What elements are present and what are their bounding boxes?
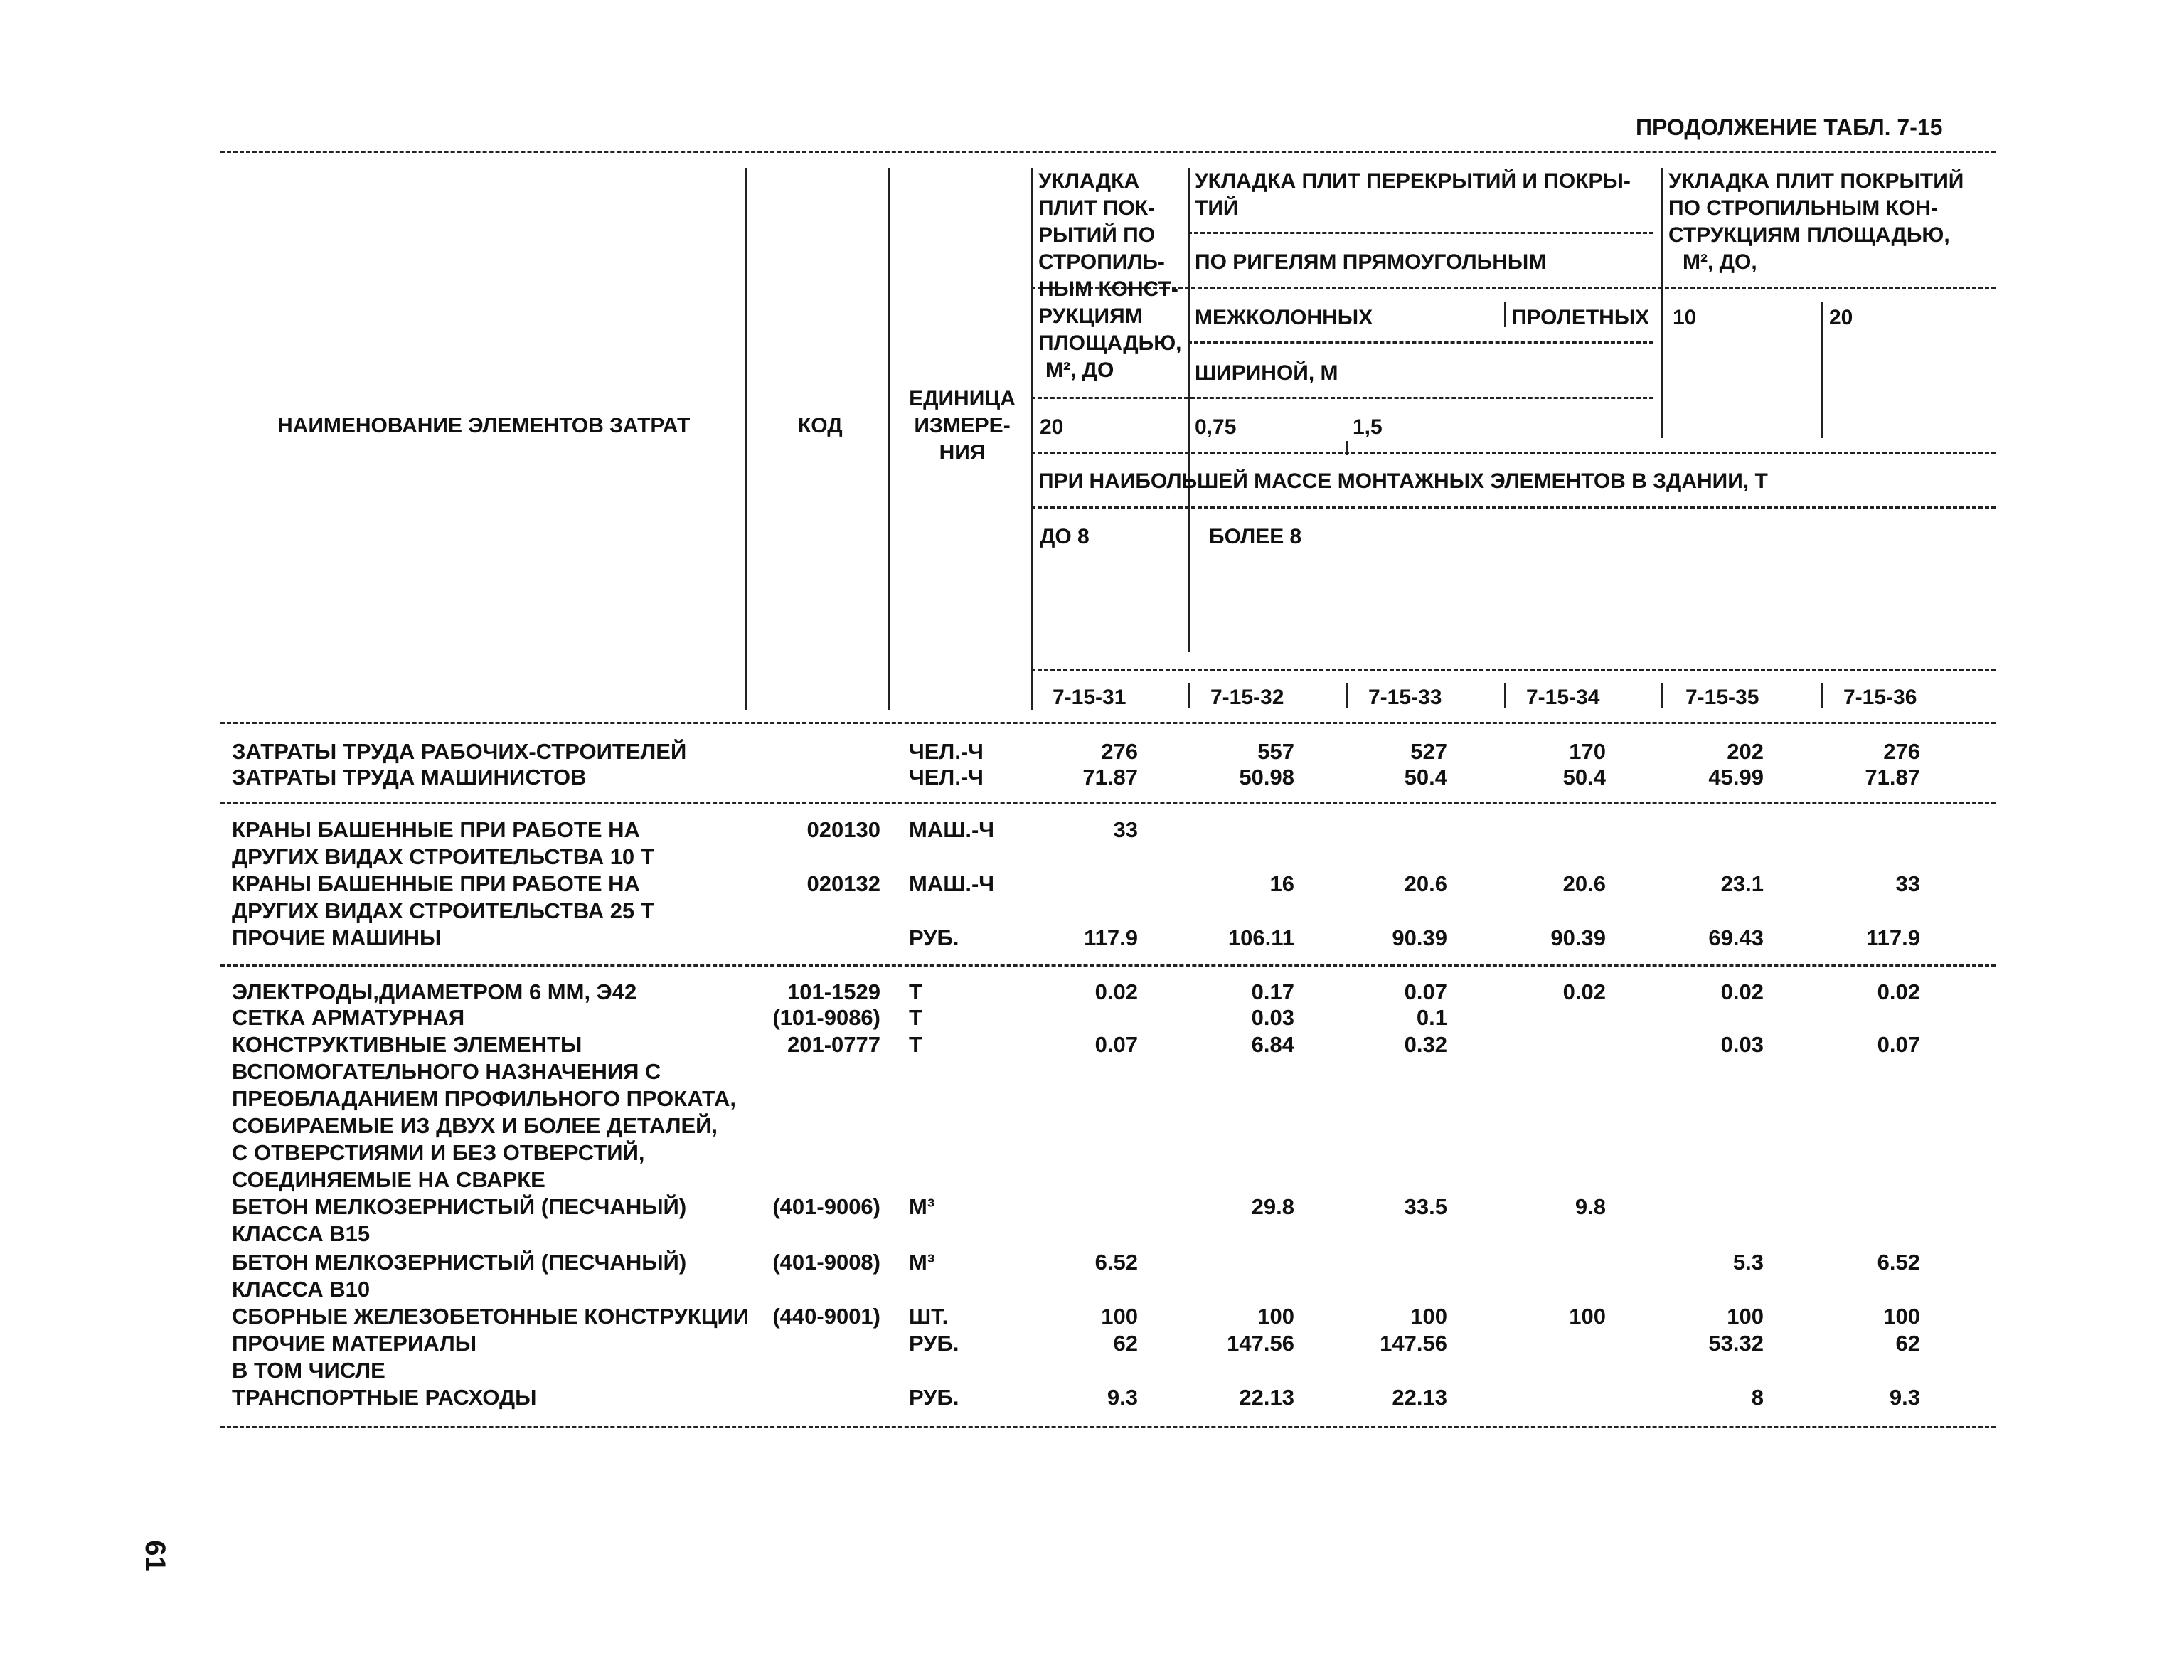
mass-caption: ПРИ НАИБОЛЬШЕЙ МАССЕ МОНТАЖНЫХ ЭЛЕМЕНТОВ В ЗДАНИИ, Т <box>1038 469 1768 493</box>
g2-sub: ПО РИГЕЛЯМ ПРЯМОУГОЛЬНЫМ <box>1195 250 1547 274</box>
row-code: 201-0777 <box>787 1032 880 1057</box>
vline-code <box>888 168 890 710</box>
row-value: 33 <box>1895 871 1920 896</box>
row-value: 0.07 <box>1877 1032 1920 1057</box>
rule-section-1 <box>220 802 1996 804</box>
row-name: ПРЕОБЛАДАНИЕМ ПРОФИЛЬНОГО ПРОКАТА, <box>232 1086 737 1111</box>
row-value: 557 <box>1257 739 1294 764</box>
g1-line-4: СТРОПИЛЬ- <box>1038 250 1165 274</box>
g2-val-075: 0,75 <box>1195 415 1237 439</box>
row-value: 62 <box>1113 1331 1138 1356</box>
vline-c1 <box>1188 168 1190 652</box>
g2-mezh: МЕЖКОЛОННЫХ <box>1195 306 1373 329</box>
row-value: 29.8 <box>1251 1194 1294 1219</box>
row-name: ДРУГИХ ВИДАХ СТРОИТЕЛЬСТВА 25 Т <box>232 898 654 923</box>
g2-val-15: 1,5 <box>1353 415 1383 439</box>
vline-c4-b <box>1661 683 1663 708</box>
row-code: (401-9006) <box>772 1194 880 1219</box>
rule-h-712 <box>1031 506 1996 509</box>
row-value: 45.99 <box>1708 765 1764 790</box>
vline-unit <box>1031 168 1033 710</box>
row-value: 0.02 <box>1877 979 1920 1004</box>
mass-bolee8: БОЛЕЕ 8 <box>1209 525 1302 548</box>
code-31: 7-15-31 <box>1053 686 1126 709</box>
g1-line-6: РУКЦИЯМ <box>1038 304 1143 328</box>
vline-c4-a <box>1661 168 1663 438</box>
row-value: 22.13 <box>1239 1385 1294 1410</box>
row-value: 0.03 <box>1720 1032 1764 1057</box>
rule-g2-a <box>1188 232 1653 234</box>
row-value: 50.4 <box>1404 765 1447 790</box>
row-name: ДРУГИХ ВИДАХ СТРОИТЕЛЬСТВА 10 Т <box>232 844 654 869</box>
row-value: 23.1 <box>1720 871 1764 896</box>
row-value: 202 <box>1727 739 1764 764</box>
row-value: 6.52 <box>1877 1250 1920 1275</box>
g3-line-3: СТРУКЦИЯМ ПЛОЩАДЬЮ, <box>1668 223 1950 247</box>
vline-name <box>745 168 747 710</box>
rule-g2-b <box>1188 341 1653 344</box>
code-34: 7-15-34 <box>1526 686 1600 709</box>
row-name: КОНСТРУКТИВНЫЕ ЭЛЕМЕНТЫ <box>232 1032 582 1057</box>
code-33: 7-15-33 <box>1368 686 1442 709</box>
g1-line-1: УКЛАДКА <box>1038 169 1140 193</box>
row-value: 53.32 <box>1708 1331 1764 1356</box>
row-value: 117.9 <box>1866 925 1920 950</box>
row-unit: РУБ. <box>909 925 959 950</box>
rule-header-bottom <box>220 722 1996 724</box>
g1-line-8: М², ДО <box>1045 358 1114 382</box>
row-value: 16 <box>1269 871 1294 896</box>
row-name: ЭЛЕКТРОДЫ,ДИАМЕТРОМ 6 ММ, Э42 <box>232 979 637 1004</box>
row-name: ТРАНСПОРТНЫЕ РАСХОДЫ <box>232 1385 537 1410</box>
row-value: 33.5 <box>1404 1194 1447 1219</box>
row-value: 50.4 <box>1562 765 1606 790</box>
row-code: (440-9001) <box>772 1304 880 1329</box>
row-value: 0.32 <box>1404 1032 1447 1057</box>
header-unit-1: ЕДИНИЦА <box>909 387 1016 410</box>
row-name: ВСПОМОГАТЕЛЬНОГО НАЗНАЧЕНИЯ С <box>232 1059 661 1084</box>
row-unit: М³ <box>909 1250 935 1275</box>
row-value: 0.07 <box>1404 979 1447 1004</box>
row-value: 22.13 <box>1392 1385 1447 1410</box>
row-unit: РУБ. <box>909 1385 959 1410</box>
row-value: 0.02 <box>1094 979 1138 1004</box>
rule-h-940 <box>1031 669 1996 671</box>
row-name: В ТОМ ЧИСЛЕ <box>232 1358 385 1383</box>
row-value: 33 <box>1113 817 1138 842</box>
row-name: СБОРНЫЕ ЖЕЛЕЗОБЕТОННЫЕ КОНСТРУКЦИИ <box>232 1304 750 1329</box>
header-unit-2: ИЗМЕРЕ- <box>914 414 1011 437</box>
row-value: 100 <box>1410 1304 1447 1329</box>
g2-prol: ПРОЛЕТНЫХ <box>1511 306 1650 329</box>
vline-c5-b <box>1821 683 1823 708</box>
g3-val-10: 10 <box>1673 306 1697 329</box>
row-value: 6.84 <box>1251 1032 1294 1057</box>
row-unit: Т <box>909 1005 922 1030</box>
row-value: 0.03 <box>1251 1005 1294 1030</box>
g1-line-7: ПЛОЩАДЬЮ, <box>1038 331 1182 355</box>
row-value: 276 <box>1101 739 1138 764</box>
row-value: 8 <box>1751 1385 1764 1410</box>
vline-c1-b <box>1188 683 1190 708</box>
row-unit: МАШ.-Ч <box>909 871 995 896</box>
row-value: 100 <box>1883 1304 1920 1329</box>
row-value: 0.02 <box>1720 979 1764 1004</box>
page-number: 61 <box>139 1540 171 1572</box>
g1-line-2: ПЛИТ ПОК- <box>1038 196 1156 220</box>
continuation-title: ПРОДОЛЖЕНИЕ ТАБЛ. 7-15 <box>1636 115 1943 140</box>
g2-line-2: ТИЙ <box>1195 196 1239 220</box>
vline-c5-a <box>1821 302 1823 438</box>
rule-h-558 <box>1031 397 1653 399</box>
row-value: 106.11 <box>1227 925 1294 950</box>
rule-h-636 <box>1031 452 1996 454</box>
row-value: 20.6 <box>1404 871 1447 896</box>
g1-val-20: 20 <box>1040 415 1064 439</box>
row-value: 147.56 <box>1227 1331 1294 1356</box>
row-code: 020132 <box>806 871 880 896</box>
row-value: 50.98 <box>1239 765 1294 790</box>
row-name: ПРОЧИЕ МАТЕРИАЛЫ <box>232 1331 477 1356</box>
row-name: ЗАТРАТЫ ТРУДА МАШИНИСТОВ <box>232 765 587 790</box>
g2-width: ШИРИНОЙ, М <box>1195 361 1338 385</box>
code-32: 7-15-32 <box>1210 686 1284 709</box>
row-value: 527 <box>1410 739 1447 764</box>
row-value: 0.1 <box>1416 1005 1447 1030</box>
row-unit: М³ <box>909 1194 935 1219</box>
row-value: 62 <box>1895 1331 1920 1356</box>
row-value: 9.8 <box>1575 1194 1606 1219</box>
row-value: 71.87 <box>1865 765 1920 790</box>
row-unit: Т <box>909 979 922 1004</box>
row-name: СОЕДИНЯЕМЫЕ НА СВАРКЕ <box>232 1167 545 1192</box>
vline-c2-b <box>1346 683 1348 708</box>
row-unit: МАШ.-Ч <box>909 817 995 842</box>
rule-bottom <box>220 1426 1996 1428</box>
code-36: 7-15-36 <box>1843 686 1917 709</box>
vline-c3-a <box>1504 302 1506 327</box>
row-unit: Т <box>909 1032 922 1057</box>
vline-c2-a <box>1346 441 1348 455</box>
row-name: БЕТОН МЕЛКОЗЕРНИСТЫЙ (ПЕСЧАНЫЙ) <box>232 1250 687 1275</box>
mass-do8: ДО 8 <box>1040 525 1090 548</box>
code-35: 7-15-35 <box>1685 686 1759 709</box>
row-value: 9.3 <box>1107 1385 1138 1410</box>
row-name: КЛАССА В15 <box>232 1221 371 1246</box>
g3-line-2: ПО СТРОПИЛЬНЫМ КОН- <box>1668 196 1938 220</box>
row-value: 6.52 <box>1094 1250 1138 1275</box>
row-value: 0.17 <box>1251 979 1294 1004</box>
row-value: 100 <box>1727 1304 1764 1329</box>
row-value: 69.43 <box>1708 925 1764 950</box>
row-unit: ШТ. <box>909 1304 949 1329</box>
row-code: (101-9086) <box>772 1005 880 1030</box>
row-value: 170 <box>1569 739 1606 764</box>
g1-line-3: РЫТИЙ ПО <box>1038 223 1156 247</box>
row-name: ЗАТРАТЫ ТРУДА РАБОЧИХ-СТРОИТЕЛЕЙ <box>232 739 687 764</box>
row-name: ПРОЧИЕ МАШИНЫ <box>232 925 442 950</box>
row-unit: РУБ. <box>909 1331 959 1356</box>
row-value: 147.56 <box>1380 1331 1447 1356</box>
row-value: 0.02 <box>1562 979 1606 1004</box>
row-name: СЕТКА АРМАТУРНАЯ <box>232 1005 465 1030</box>
row-code: 101-1529 <box>787 979 880 1004</box>
row-unit: ЧЕЛ.-Ч <box>909 739 984 764</box>
row-name: БЕТОН МЕЛКОЗЕРНИСТЫЙ (ПЕСЧАНЫЙ) <box>232 1194 687 1219</box>
row-value: 5.3 <box>1732 1250 1764 1275</box>
row-value: 20.6 <box>1562 871 1606 896</box>
row-name: КРАНЫ БАШЕННЫЕ ПРИ РАБОТЕ НА <box>232 871 640 896</box>
g3-line-1: УКЛАДКА ПЛИТ ПОКРЫТИЙ <box>1668 169 1964 193</box>
row-value: 117.9 <box>1084 925 1138 950</box>
row-name: С ОТВЕРСТИЯМИ И БЕЗ ОТВЕРСТИЙ, <box>232 1140 645 1165</box>
row-value: 90.39 <box>1550 925 1606 950</box>
row-value: 100 <box>1257 1304 1294 1329</box>
row-code: (401-9008) <box>772 1250 880 1275</box>
header-code: КОД <box>798 414 843 437</box>
row-code: 020130 <box>806 817 880 842</box>
row-value: 90.39 <box>1392 925 1447 950</box>
row-value: 0.07 <box>1094 1032 1138 1057</box>
vline-c3-b <box>1504 683 1506 708</box>
header-unit-3: НИЯ <box>939 441 986 464</box>
row-name: КРАНЫ БАШЕННЫЕ ПРИ РАБОТЕ НА <box>232 817 640 842</box>
row-name: КЛАССА В10 <box>232 1277 371 1302</box>
g3-val-20: 20 <box>1829 306 1853 329</box>
row-value: 276 <box>1883 739 1920 764</box>
g1-line-5: НЫМ КОНСТ- <box>1038 277 1178 301</box>
g3-line-4: М², ДО, <box>1683 250 1757 274</box>
rule-section-2 <box>220 964 1996 967</box>
row-value: 9.3 <box>1889 1385 1920 1410</box>
row-name: СОБИРАЕМЫЕ ИЗ ДВУХ И БОЛЕЕ ДЕТАЛЕЙ, <box>232 1113 718 1138</box>
g2-line-1: УКЛАДКА ПЛИТ ПЕРЕКРЫТИЙ И ПОКРЫ- <box>1195 169 1631 193</box>
rule-top <box>220 151 1996 153</box>
row-value: 71.87 <box>1082 765 1138 790</box>
row-unit: ЧЕЛ.-Ч <box>909 765 984 790</box>
header-name: НАИМЕНОВАНИЕ ЭЛЕМЕНТОВ ЗАТРАТ <box>277 414 691 437</box>
row-value: 100 <box>1569 1304 1606 1329</box>
row-value: 100 <box>1101 1304 1138 1329</box>
